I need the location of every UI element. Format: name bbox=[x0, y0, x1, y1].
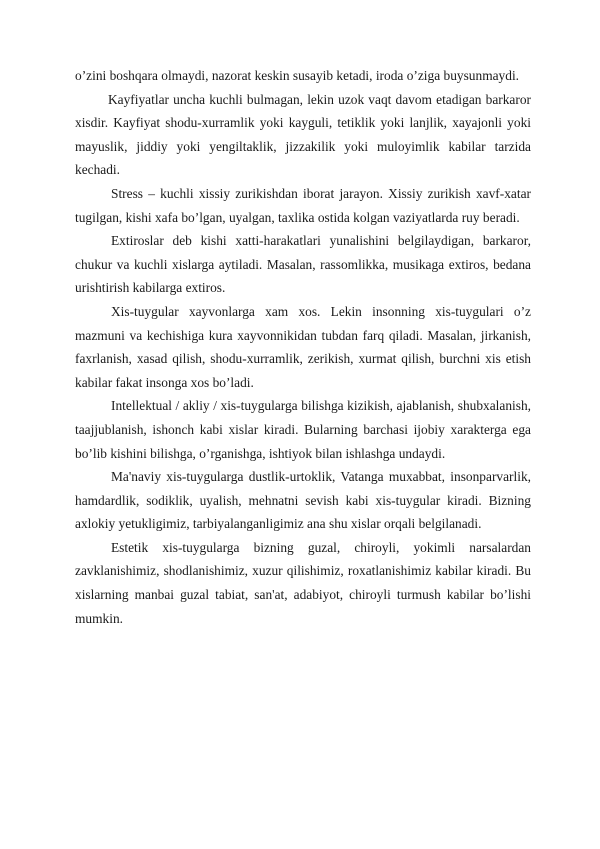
paragraph-kayfiyat: Kayfiyatlar uncha kuchli bulmagan, lekin uzok vaqt davom etadigan barkaror xisdir. Kayfiyat shodu-xurramlik yoki kayguli, tetiklik yoki lanjlik, xayajonli yoki mayuslik, jiddiy yoki yengiltaklik, jizzakilik yoki muloyimlik kabilar tarzida kechadi. bbox=[75, 91, 531, 178]
paragraph-xis-tuygular: Xis-tuygular xayvonlarga xam xos. Lekin insonning xis-tuygulari o’z mazmuni va kechishiga kura xayvonnikidan tubdan farq qiladi. Masalan, jirkanish, faxrlanish, xasad qilish, shodu-xurramlik, zerikish, xurmat qilish, burchni xis etish kabilar fakat insonga xos bo’ladi. bbox=[75, 303, 531, 390]
paragraph-estetik: Estetik xis-tuygularga bizning guzal, chiroyli, yokimli narsalardan zavklanishimiz, shodlanishimiz, xuzur qilishimiz, roxatlanishimiz kabilar kiradi. Bu xislarning manbai guzal tabiat, san'at, adabiyot, chiroyli turmush kabilar bo’lishi mumkin. bbox=[75, 539, 531, 626]
paragraph-extiroslar: Extiroslar deb kishi xatti-harakatlari yunalishini belgilaydigan, barkaror, chukur va kuchli xislarga aytiladi. Masalan, rassomlikka, musikaga extiros, bedana urishtirish kabilarga extiros. bbox=[75, 233, 531, 296]
paragraph-stress: Stress – kuchli xissiy zurikishdan iborat jarayon. Xissiy zurikish xavf-xatar tugilgan, kishi xafa bo’lgan, uyalgan, taxlika ostida kolgan vaziyatlarda ruy beradi. bbox=[75, 185, 531, 225]
paragraph-intellektual: Intellektual / akliy / xis-tuygularga bilishga kizikish, ajablanish, shubxalanish, taajjublanish, ishonch kabi xislar kiradi. Bularning barchasi ijobiy xarakterga ega bo’lib kishini bilishga, o’rganishga, ishtiyok bilan ishlashga undaydi. bbox=[75, 398, 531, 461]
document-page bbox=[75, 64, 531, 630]
paragraph-continuation: o’zini boshqara olmaydi, nazorat keskin susayib ketadi, iroda o’ziga buysunmaydi. bbox=[75, 68, 520, 83]
paragraph-manaviy: Ma'naviy xis-tuygularga dustlik-urtoklik, Vatanga muxabbat, insonparvarlik, hamdardlik, sodiklik, uyalish, mehnatni sevish kabi xis-tuygular kiradi. Bizning axlokiy yetukligimiz, tarbiyalanganligimiz ana shu xislar orqali belgilanadi. bbox=[75, 469, 531, 532]
